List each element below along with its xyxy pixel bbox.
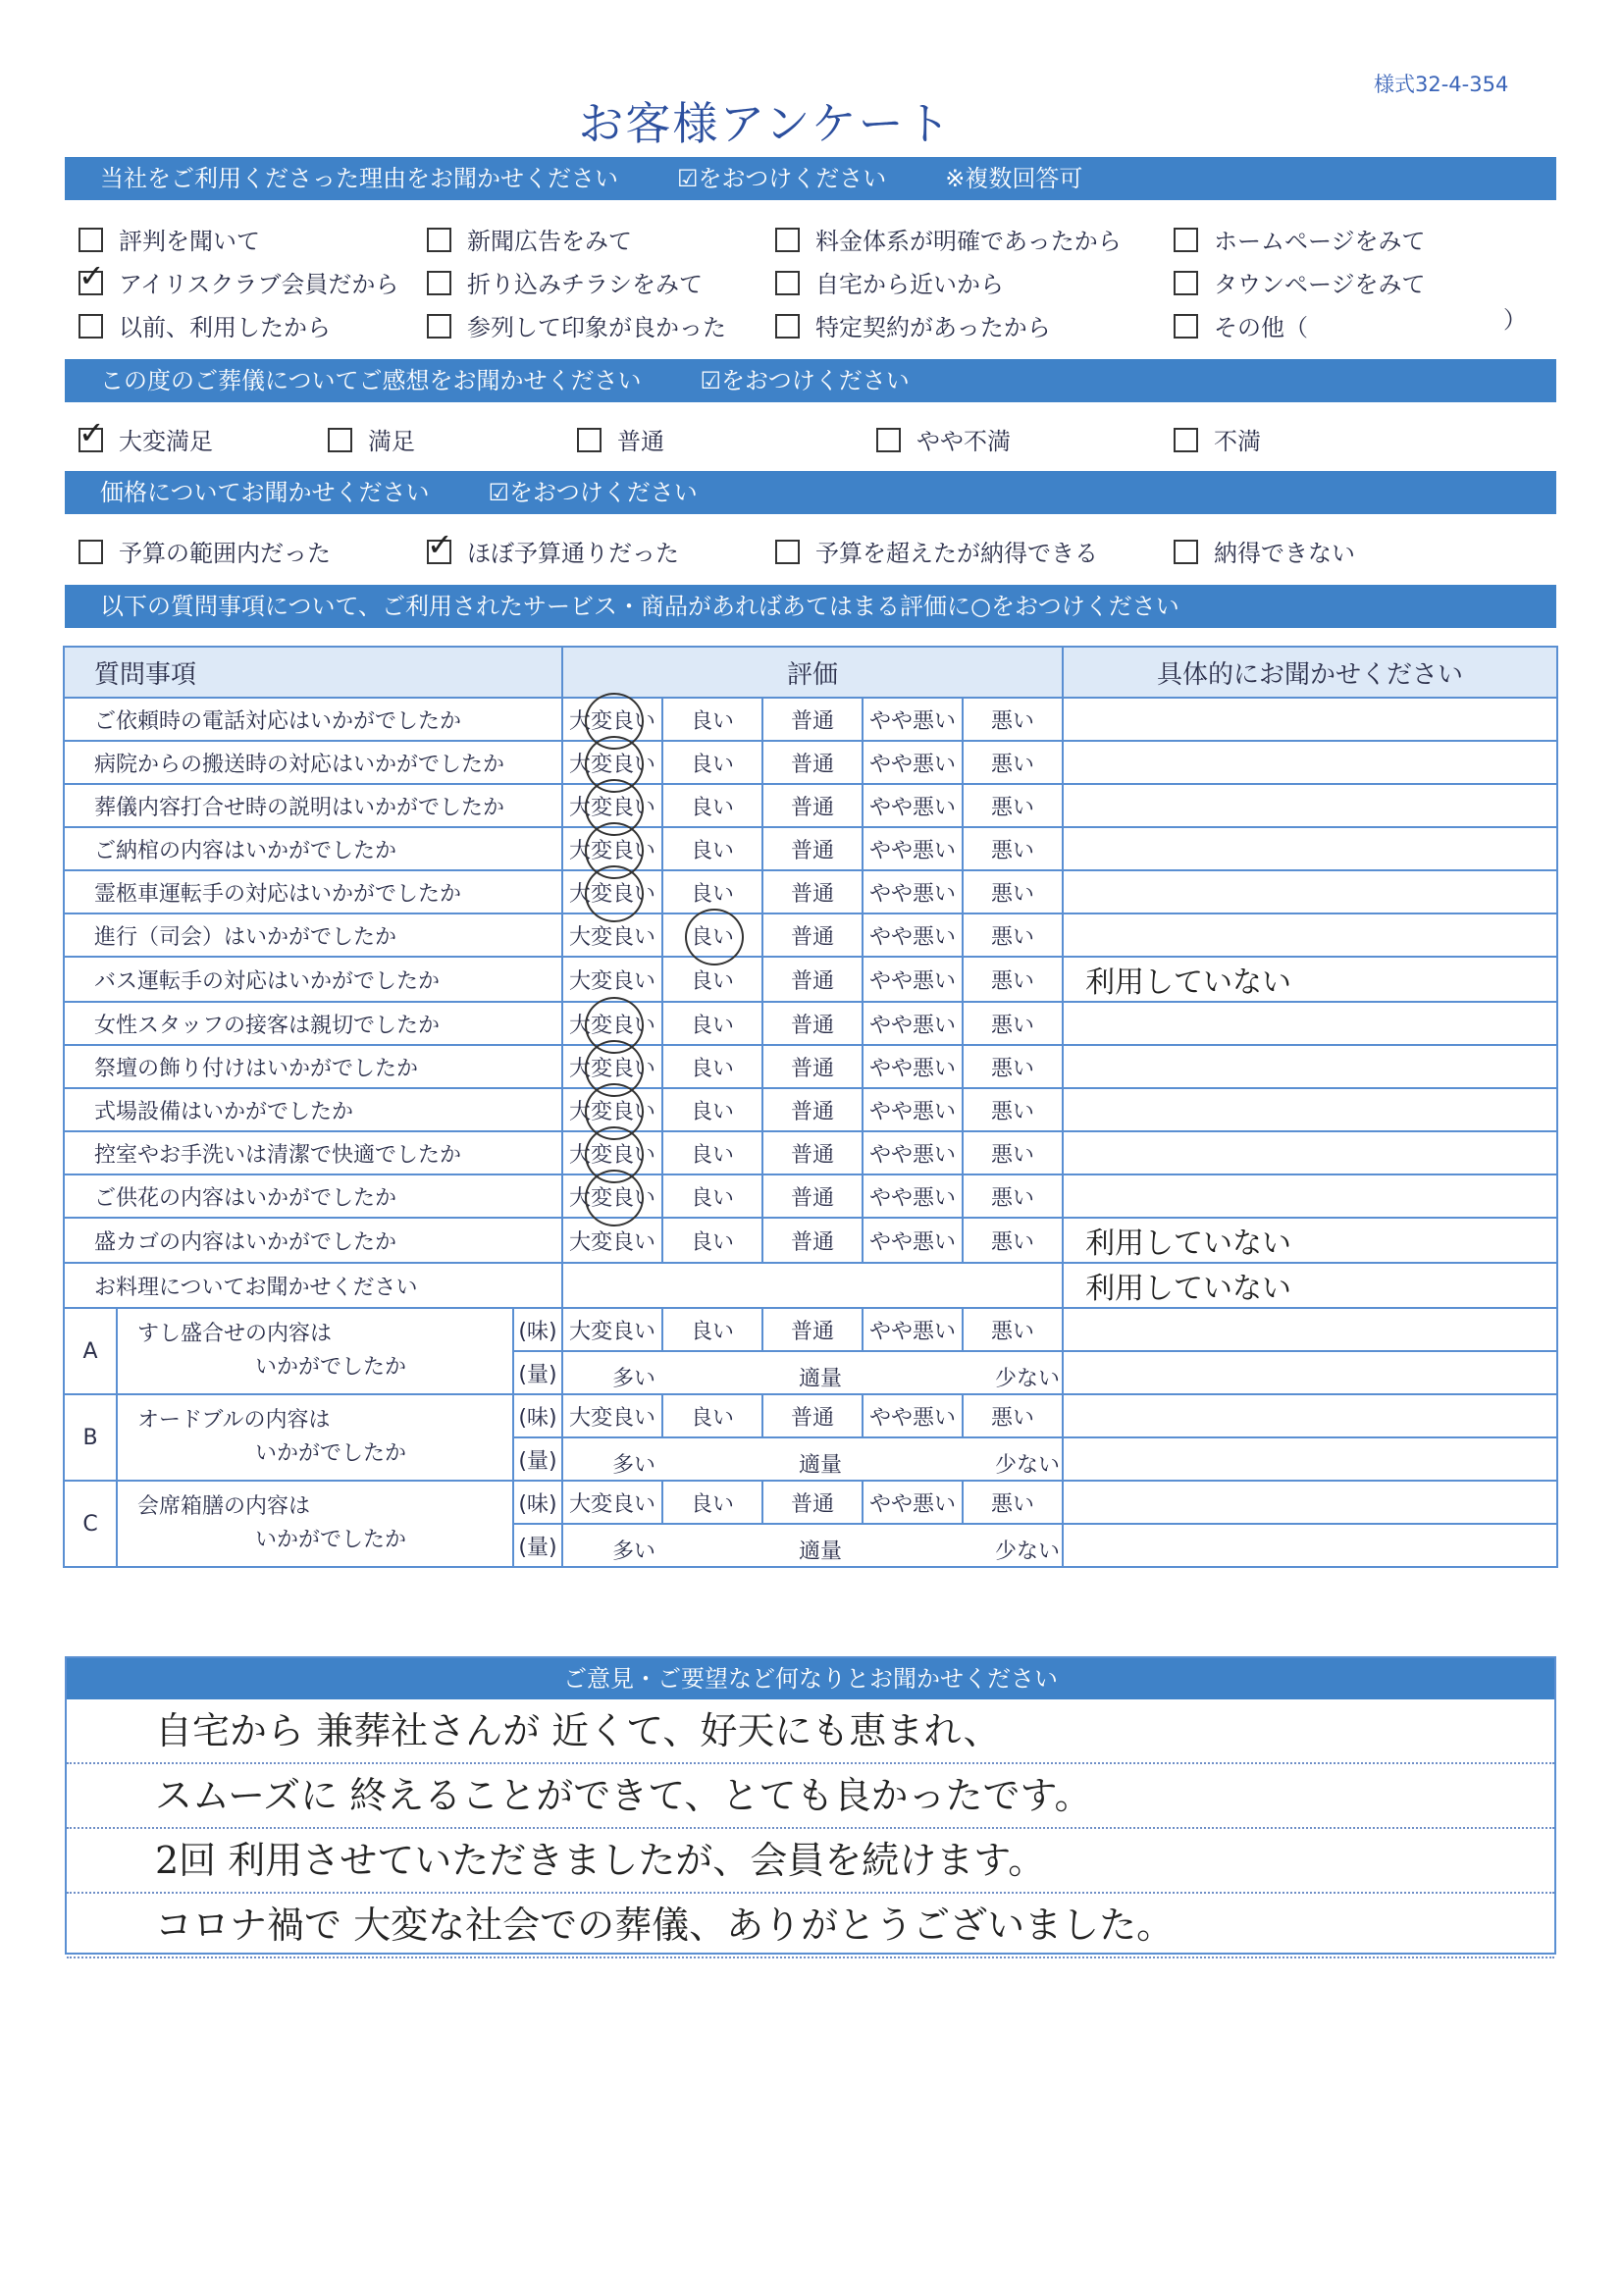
taste-rating-option[interactable]: 大変良い (562, 1481, 662, 1524)
reason-option-4-checkbox[interactable] (1174, 228, 1198, 252)
reason-option-12-checkbox[interactable] (1174, 314, 1198, 339)
food-item-line1: オードブルの内容は (137, 1408, 331, 1433)
question-text: 女性スタッフの接客は親切でしたか (64, 1002, 562, 1045)
comment-cell[interactable] (1063, 784, 1557, 827)
reason-option-8-label: タウンページをみて (1214, 271, 1426, 298)
reason-option-7[interactable] (775, 265, 1004, 299)
taste-rating-option[interactable]: 悪い (963, 1394, 1063, 1437)
services-header-text: 以下の質問事項について、ご利用されたサービス・商品があればあてはまる評価に○をおつけください (100, 593, 1179, 620)
price-option-3-checkbox[interactable] (775, 540, 800, 564)
price-header-text: 価格についてお聞かせください (100, 479, 430, 506)
rating-option[interactable]: 大変良い (562, 698, 662, 741)
comment-cell[interactable] (1063, 1174, 1557, 1218)
amount-option[interactable]: 少ない (995, 1367, 1061, 1391)
rating-option[interactable]: 良い (662, 870, 762, 913)
rating-option[interactable]: 良い (662, 957, 762, 1002)
amount-scale[interactable] (562, 1437, 1063, 1481)
rating-option[interactable]: 普通 (762, 957, 863, 1002)
impression-header-text: この度のご葬儀についてご感想をお聞かせください (100, 367, 642, 394)
table-row (64, 913, 1557, 957)
comment-cell[interactable] (1063, 698, 1557, 741)
reason-option-2-checkbox[interactable] (427, 228, 451, 252)
amount-label: (量) (513, 1437, 562, 1481)
impression-option-5[interactable] (1174, 422, 1261, 456)
table-row (64, 1088, 1557, 1131)
price-option-4-checkbox[interactable] (1174, 540, 1198, 564)
rating-option[interactable]: やや悪い (863, 957, 963, 1002)
food-item-line1: すし盛合せの内容は (137, 1322, 333, 1346)
food-item-line1: 会席箱膳の内容は (137, 1494, 311, 1519)
rating-option[interactable]: 悪い (963, 741, 1063, 784)
food-item-letter: C (64, 1481, 117, 1567)
amount-option[interactable]: 適量 (799, 1539, 843, 1564)
rating-option[interactable]: 悪い (963, 784, 1063, 827)
comment-box (65, 1656, 1556, 1955)
rating-option[interactable]: やや悪い (863, 1174, 963, 1218)
col-question: 質問事項 (64, 647, 562, 698)
impression-option-3-checkbox[interactable] (577, 428, 602, 452)
food-item-comment[interactable] (1063, 1481, 1557, 1524)
reason-option-11-label: 特定契約があったから (815, 314, 1051, 341)
comment-cell[interactable] (1063, 870, 1557, 913)
reason-option-4-label: ホームページをみて (1214, 228, 1426, 255)
reason-option-6-label: 折り込みチラシをみて (467, 271, 703, 298)
reason-option-10[interactable] (427, 308, 726, 342)
rating-option[interactable]: 大変良い (562, 1174, 662, 1218)
food-amount-comment[interactable] (1063, 1437, 1557, 1481)
taste-rating-option[interactable]: 大変良い (562, 1308, 662, 1351)
price-option-2-checkbox[interactable] (427, 540, 451, 564)
reason-option-1-checkbox[interactable] (79, 228, 103, 252)
price-header (65, 471, 1556, 514)
rating-option[interactable]: 普通 (762, 913, 863, 957)
reason-option-10-label: 参列して印象が良かった (467, 314, 726, 341)
rating-option[interactable]: 悪い (963, 1131, 1063, 1174)
reason-multiple-note: ※複数回答可 (945, 165, 1083, 192)
price-note: ☑をおつけください (488, 479, 698, 506)
reason-option-11[interactable] (775, 308, 1051, 342)
food-item-row (64, 1394, 1557, 1437)
taste-rating-option[interactable]: やや悪い (863, 1308, 963, 1351)
impression-option-1-label: 大変満足 (119, 428, 213, 455)
food-amount-comment[interactable] (1063, 1524, 1557, 1567)
rating-option[interactable]: 悪い (963, 827, 1063, 870)
table-row (64, 784, 1557, 827)
comment-cell[interactable] (1063, 741, 1557, 784)
taste-rating-option[interactable]: 悪い (963, 1481, 1063, 1524)
rating-option[interactable]: 悪い (963, 870, 1063, 913)
price-option-1-label: 予算の範囲内だった (119, 540, 331, 567)
impression-option-1[interactable] (79, 422, 213, 456)
impression-option-5-checkbox[interactable] (1174, 428, 1198, 452)
food-item-comment[interactable] (1063, 1394, 1557, 1437)
taste-label: (味) (513, 1394, 562, 1437)
rating-option[interactable]: 普通 (762, 870, 863, 913)
taste-rating-option[interactable]: やや悪い (863, 1481, 963, 1524)
reason-option-5-label: アイリスクラブ会員だから (119, 271, 399, 298)
rating-option[interactable]: 悪い (963, 957, 1063, 1002)
amount-option[interactable]: 多い (612, 1453, 656, 1478)
rating-option[interactable]: やや悪い (863, 1002, 963, 1045)
question-text: ご依頼時の電話対応はいかがでしたか (64, 698, 562, 741)
reason-option-12-label: その他（ (1214, 314, 1308, 341)
amount-option[interactable]: 多い (612, 1539, 656, 1564)
reason-option-3[interactable] (775, 222, 1122, 256)
reason-option-10-checkbox[interactable] (427, 314, 451, 339)
question-text: ご供花の内容はいかがでしたか (64, 1174, 562, 1218)
price-option-4-label: 納得できない (1214, 540, 1355, 567)
reason-option-2[interactable] (427, 222, 632, 256)
taste-label: (味) (513, 1481, 562, 1524)
food-item-line2: いかがでしたか (255, 1355, 407, 1380)
rating-option[interactable]: 良い (662, 741, 762, 784)
table-row (64, 1002, 1557, 1045)
food-question-text: お料理についてお聞かせください (64, 1263, 562, 1308)
food-item-name (117, 1308, 513, 1394)
rating-option[interactable]: やや悪い (863, 1218, 963, 1263)
question-text: 霊柩車運転手の対応はいかがでしたか (64, 870, 562, 913)
impression-option-1-checkbox[interactable] (79, 428, 103, 452)
amount-option[interactable]: 多い (612, 1367, 656, 1391)
comment-cell[interactable] (1063, 1002, 1557, 1045)
rating-option[interactable]: 悪い (963, 1218, 1063, 1263)
amount-label: (量) (513, 1524, 562, 1567)
reason-option-9-label: 以前、利用したから (119, 314, 331, 341)
impression-header (65, 359, 1556, 402)
table-row (64, 741, 1557, 784)
other-close-paren: ） (1503, 306, 1527, 334)
comment-line[interactable]: 自宅から 兼葬社さんが 近くて、好天にも恵まれ、 (67, 1699, 1554, 1764)
rating-option[interactable]: 良い (662, 827, 762, 870)
rating-option[interactable]: 良い (662, 1174, 762, 1218)
taste-rating-option[interactable]: 悪い (963, 1308, 1063, 1351)
question-text: バス運転手の対応はいかがでしたか (64, 957, 562, 1002)
service-rating-table (63, 646, 1558, 1568)
impression-option-4-checkbox[interactable] (876, 428, 901, 452)
food-item-row (64, 1481, 1557, 1524)
food-rating-blank (562, 1263, 1063, 1308)
food-item-line2: いかがでしたか (255, 1441, 407, 1466)
reason-option-5-checkbox[interactable] (79, 271, 103, 295)
taste-rating-option[interactable]: 普通 (762, 1308, 863, 1351)
food-item-name (117, 1394, 513, 1481)
impression-option-2-checkbox[interactable] (328, 428, 352, 452)
table-row (64, 1045, 1557, 1088)
taste-rating-option[interactable]: 普通 (762, 1481, 863, 1524)
rating-option[interactable]: やや悪い (863, 827, 963, 870)
reason-option-7-label: 自宅から近いから (815, 271, 1004, 298)
rating-option[interactable]: 良い (662, 1218, 762, 1263)
impression-option-2[interactable] (328, 422, 415, 456)
rating-option[interactable]: 普通 (762, 1174, 863, 1218)
rating-option[interactable]: 良い (662, 784, 762, 827)
comment-cell[interactable] (1063, 913, 1557, 957)
reason-option-8[interactable] (1174, 265, 1426, 299)
table-row-food (64, 1263, 1557, 1308)
rating-option[interactable]: 普通 (762, 1045, 863, 1088)
reason-header (65, 157, 1556, 200)
taste-rating-option[interactable]: 良い (662, 1481, 762, 1524)
comment-line[interactable]: 2回 利用させていただきましたが、会員を続けます。 (67, 1829, 1554, 1894)
comment-cell[interactable]: 利用していない (1063, 1218, 1557, 1263)
amount-option[interactable]: 適量 (799, 1453, 843, 1478)
rating-option[interactable]: 悪い (963, 1174, 1063, 1218)
impression-option-5-label: 不満 (1214, 428, 1261, 455)
comment-cell[interactable]: 利用していない (1063, 957, 1557, 1002)
rating-option[interactable]: 大変良い (562, 1045, 662, 1088)
rating-option[interactable]: 大変良い (562, 1002, 662, 1045)
comment-cell[interactable] (1063, 1131, 1557, 1174)
rating-option[interactable]: やや悪い (863, 913, 963, 957)
impression-option-3[interactable] (577, 422, 664, 456)
rating-option[interactable]: 普通 (762, 827, 863, 870)
amount-option[interactable]: 少ない (995, 1453, 1061, 1478)
question-text: ご納棺の内容はいかがでしたか (64, 827, 562, 870)
impression-option-3-label: 普通 (617, 428, 664, 455)
reason-option-11-checkbox[interactable] (775, 314, 800, 339)
question-text: 病院からの搬送時の対応はいかがでしたか (64, 741, 562, 784)
question-text: 葬儀内容打合せ時の説明はいかがでしたか (64, 784, 562, 827)
comment-header: ご意見・ご要望など何なりとお聞かせください (67, 1658, 1554, 1699)
reason-note: ☑をおつけください (677, 165, 887, 192)
rating-option[interactable]: 大変良い (562, 784, 662, 827)
table-row (64, 957, 1557, 1002)
amount-option[interactable]: 適量 (799, 1367, 843, 1391)
table-row (64, 1218, 1557, 1263)
rating-option[interactable]: 普通 (762, 741, 863, 784)
table-row (64, 827, 1557, 870)
price-option-3[interactable] (775, 534, 1098, 568)
comment-cell[interactable] (1063, 1045, 1557, 1088)
form-id: 様式32-4-354 (1374, 73, 1509, 96)
rating-option[interactable]: 普通 (762, 784, 863, 827)
taste-rating-option[interactable]: 大変良い (562, 1394, 662, 1437)
impression-option-2-label: 満足 (368, 428, 415, 455)
rating-option[interactable]: 良い (662, 1045, 762, 1088)
reason-option-8-checkbox[interactable] (1174, 271, 1198, 295)
comment-line[interactable]: コロナ禍で 大変な社会での葬儀、ありがとうございました。 (67, 1894, 1554, 1958)
amount-scale[interactable] (562, 1351, 1063, 1394)
price-option-3-label: 予算を超えたが納得できる (815, 540, 1098, 567)
table-row (64, 1174, 1557, 1218)
food-item-line2: いかがでしたか (255, 1528, 407, 1552)
amount-scale[interactable] (562, 1524, 1063, 1567)
rating-option[interactable]: 悪い (963, 698, 1063, 741)
reason-option-1[interactable] (79, 222, 260, 256)
reason-header-text: 当社をご利用くださった理由をお聞かせください (100, 165, 618, 192)
reason-option-12[interactable] (1174, 308, 1308, 342)
comment-cell[interactable] (1063, 827, 1557, 870)
price-option-4[interactable] (1174, 534, 1355, 568)
food-item-letter: A (64, 1308, 117, 1394)
rating-option[interactable]: 良い (662, 698, 762, 741)
col-rating: 評価 (562, 647, 1063, 698)
taste-rating-option[interactable]: 普通 (762, 1394, 863, 1437)
rating-option[interactable]: 良い (662, 913, 762, 957)
question-text: 祭壇の飾り付けはいかがでしたか (64, 1045, 562, 1088)
rating-option[interactable]: 普通 (762, 1002, 863, 1045)
reason-option-9-checkbox[interactable] (79, 314, 103, 339)
rating-option[interactable]: 大変良い (562, 870, 662, 913)
food-comment-cell[interactable]: 利用していない (1063, 1263, 1557, 1308)
comment-line[interactable]: スムーズに 終えることができて、とても良かったです。 (67, 1764, 1554, 1829)
impression-note: ☑をおつけください (700, 367, 910, 394)
taste-label: (味) (513, 1308, 562, 1351)
rating-option[interactable]: やや悪い (863, 1045, 963, 1088)
reason-option-6-checkbox[interactable] (427, 271, 451, 295)
food-amount-comment[interactable] (1063, 1351, 1557, 1394)
rating-option[interactable]: やや悪い (863, 784, 963, 827)
impression-option-4[interactable] (876, 422, 1011, 456)
page-title: お客様アンケート (578, 97, 953, 150)
table-row (64, 1131, 1557, 1174)
rating-option[interactable]: やや悪い (863, 870, 963, 913)
amount-option[interactable]: 少ない (995, 1539, 1061, 1564)
price-option-1-checkbox[interactable] (79, 540, 103, 564)
question-text: 進行（司会）はいかがでしたか (64, 913, 562, 957)
rating-option[interactable]: やや悪い (863, 1131, 963, 1174)
rating-option[interactable]: 悪い (963, 913, 1063, 957)
rating-option[interactable]: 大変良い (562, 913, 662, 957)
reason-option-6[interactable] (427, 265, 703, 299)
taste-rating-option[interactable]: 良い (662, 1308, 762, 1351)
rating-option[interactable]: 悪い (963, 1088, 1063, 1131)
question-text: 式場設備はいかがでしたか (64, 1088, 562, 1131)
table-row (64, 698, 1557, 741)
taste-rating-option[interactable]: やや悪い (863, 1394, 963, 1437)
table-row (64, 870, 1557, 913)
reason-option-9[interactable] (79, 308, 331, 342)
question-text: 盛カゴの内容はいかがでしたか (64, 1218, 562, 1263)
price-option-2-label: ほぼ予算通りだった (467, 540, 679, 567)
reason-option-5[interactable] (79, 265, 398, 299)
rating-option[interactable]: 大変良い (562, 741, 662, 784)
amount-label: (量) (513, 1351, 562, 1394)
rating-option[interactable]: 普通 (762, 1218, 863, 1263)
rating-option[interactable]: 悪い (963, 1002, 1063, 1045)
rating-option[interactable]: 良い (662, 1002, 762, 1045)
food-item-name (117, 1481, 513, 1567)
rating-option[interactable]: 普通 (762, 698, 863, 741)
price-option-2[interactable] (427, 534, 679, 568)
taste-rating-option[interactable]: 良い (662, 1394, 762, 1437)
rating-option[interactable]: やや悪い (863, 698, 963, 741)
rating-option[interactable]: 悪い (963, 1045, 1063, 1088)
col-comment: 具体的にお聞かせください (1063, 647, 1557, 698)
reason-option-3-checkbox[interactable] (775, 228, 800, 252)
reason-option-1-label: 評判を聞いて (119, 228, 260, 255)
food-item-letter: B (64, 1394, 117, 1481)
rating-option[interactable]: 良い (662, 1131, 762, 1174)
rating-option[interactable]: 大変良い (562, 1088, 662, 1131)
rating-option[interactable]: 普通 (762, 1131, 863, 1174)
rating-option[interactable]: やや悪い (863, 1088, 963, 1131)
services-header (65, 585, 1556, 628)
reason-option-7-checkbox[interactable] (775, 271, 800, 295)
rating-option[interactable]: 大変良い (562, 1131, 662, 1174)
reason-option-2-label: 新聞広告をみて (467, 228, 632, 255)
rating-option[interactable]: 大変良い (562, 1218, 662, 1263)
price-option-1[interactable] (79, 534, 331, 568)
rating-option[interactable]: 大変良い (562, 957, 662, 1002)
rating-option[interactable]: 良い (662, 1088, 762, 1131)
rating-option[interactable]: やや悪い (863, 741, 963, 784)
rating-option[interactable]: 普通 (762, 1088, 863, 1131)
reason-option-4[interactable] (1174, 222, 1426, 256)
impression-option-4-label: やや不満 (916, 428, 1011, 455)
reason-option-3-label: 料金体系が明確であったから (815, 228, 1122, 255)
rating-option[interactable]: 大変良い (562, 827, 662, 870)
question-text: 控室やお手洗いは清潔で快適でしたか (64, 1131, 562, 1174)
comment-cell[interactable] (1063, 1088, 1557, 1131)
food-item-row (64, 1308, 1557, 1351)
food-item-comment[interactable] (1063, 1308, 1557, 1351)
